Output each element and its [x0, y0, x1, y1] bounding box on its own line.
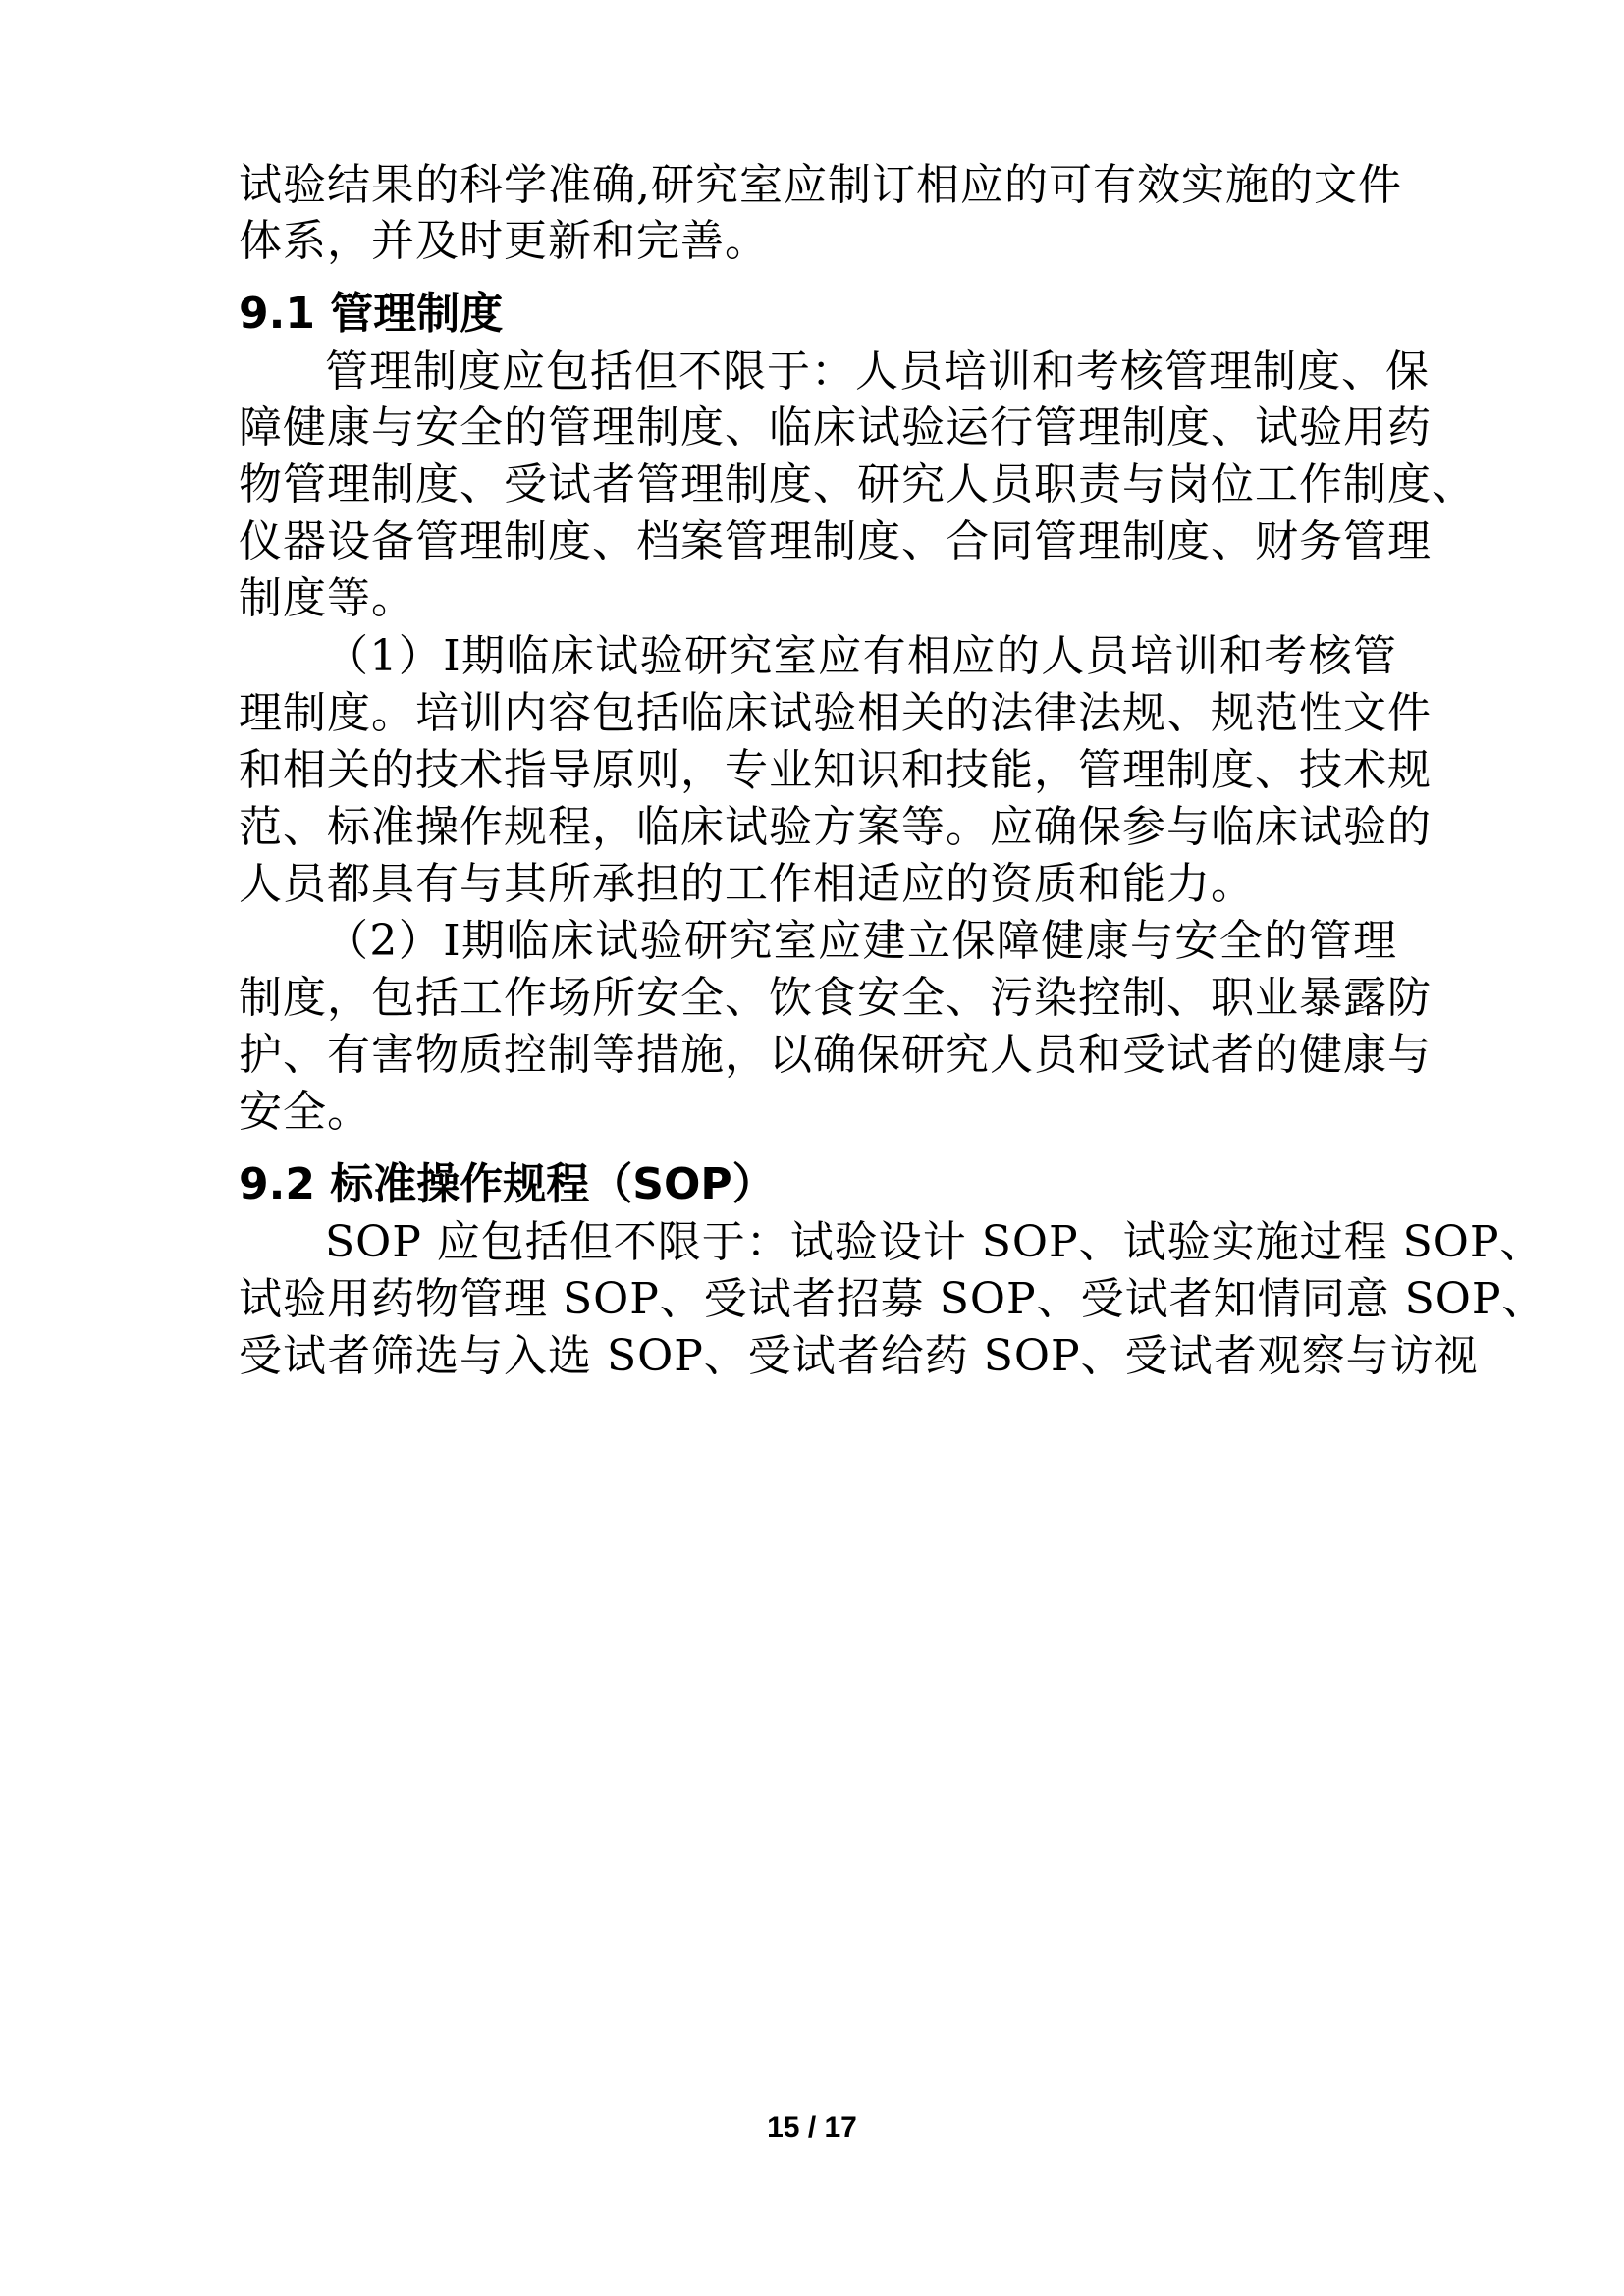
paragraph-line: 范、标准操作规程，临床试验方案等。应确保参与临床试验的 [239, 802, 1432, 852]
paragraph-line: 障健康与安全的管理制度、临床试验运行管理制度、试验用药 [239, 402, 1432, 453]
paragraph-line: 试验用药物管理 SOP、受试者招募 SOP、受试者知情同意 SOP、 [239, 1274, 1546, 1324]
paragraph-line: 管理制度应包括但不限于：人员培训和考核管理制度、保 [325, 347, 1430, 397]
paragraph-line: 制度等。 [239, 573, 415, 623]
paragraph-line: 人员都具有与其所承担的工作相适应的资质和能力。 [239, 859, 1255, 909]
paragraph-line: （1）Ⅰ期临床试验研究室应有相应的人员培训和考核管 [325, 631, 1397, 681]
paragraph-line: 仪器设备管理制度、档案管理制度、合同管理制度、财务管理 [239, 516, 1432, 566]
intro-line-1: 试验结果的科学准确,研究室应制订相应的可有效实施的文件 [239, 160, 1402, 210]
paragraph-line: 护、有害物质控制等措施，以确保研究人员和受试者的健康与 [239, 1030, 1432, 1080]
section-heading-9-2: 9.2 标准操作规程（SOP） [239, 1159, 776, 1209]
paragraph-line: （2）Ⅰ期临床试验研究室应建立保障健康与安全的管理 [325, 916, 1397, 966]
paragraph-line: 物管理制度、受试者管理制度、研究人员职责与岗位工作制度、 [239, 459, 1476, 509]
page-number: 15 / 17 [767, 2111, 857, 2144]
paragraph-line: SOP 应包括但不限于：试验设计 SOP、试验实施过程 SOP、 [325, 1217, 1544, 1267]
intro-line-2: 体系，并及时更新和完善。 [239, 216, 769, 266]
paragraph-line: 受试者筛选与入选 SOP、受试者给药 SOP、受试者观察与访视 [239, 1331, 1479, 1381]
paragraph-line: 和相关的技术指导原则，专业知识和技能，管理制度、技术规 [239, 745, 1432, 795]
paragraph-line: 安全。 [239, 1087, 371, 1137]
paragraph-line: 制度，包括工作场所安全、饮食安全、污染控制、职业暴露防 [239, 973, 1432, 1023]
section-heading-9-1: 9.1 管理制度 [239, 289, 504, 339]
paragraph-line: 理制度。培训内容包括临床试验相关的法律法规、规范性文件 [239, 688, 1432, 738]
